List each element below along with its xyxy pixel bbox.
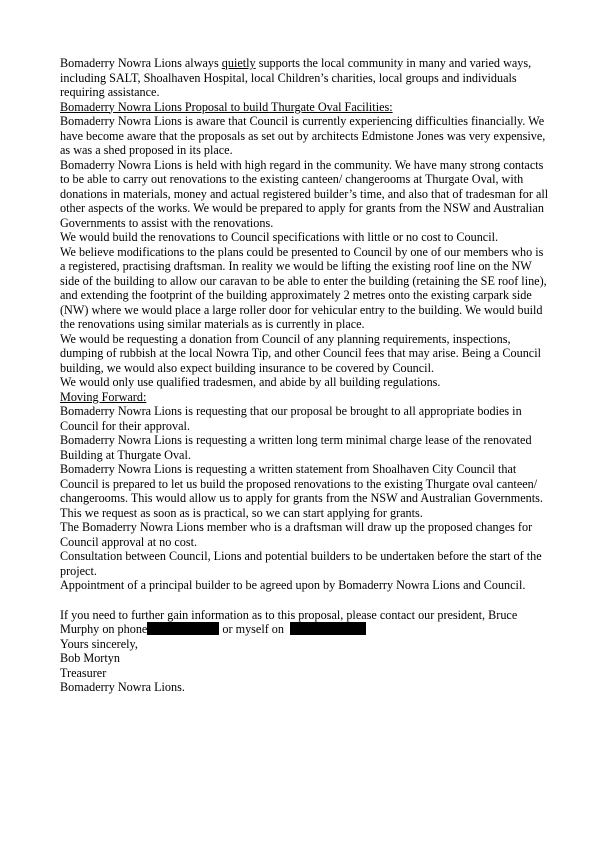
closing: Yours sincerely,	[60, 636, 138, 651]
redaction-block	[290, 622, 366, 635]
signer-organisation: Bomaderry Nowra Lions.	[60, 680, 185, 694]
proposal-paragraph: Bomaderry Nowra Lions is aware that Council is currently experiencing difficulties financially. We have become aware that the proposals as set out by architects Edmistone Jones was very expensive, as was a shed proposed in its place.	[60, 114, 546, 157]
moving-forward-heading: Moving Forward:	[60, 389, 147, 404]
signer-title: Treasurer	[60, 665, 107, 680]
proposal-paragraph: We believe modifications to the plans could be presented to Council by one of our members who is a registered, practising draftsman. In reality we would be lifting the existing roof line on the NW side of the building to allow our caravan to be able to enter the building (retaining the SE roof line), and extending the footprint of the building approximately 2 metres onto the existing carpark side (NW) where we would place a large roller door for vehicular entry to the building. We would build the renovations using similar materials as is currently in place.	[60, 244, 547, 331]
contact-text-before: If you need to further gain information as to this proposal, please contact our president, Bruce Murphy on phone	[60, 607, 518, 636]
proposal-paragraph: We would only use qualified tradesmen, and abide by all building regulations.	[60, 375, 441, 389]
intro-emphasis: quietly	[221, 56, 256, 70]
proposal-paragraph: Bomaderry Nowra Lions is held with high regard in the community. We have many strong contacts to be able to carry out renovations to the existing canteen/ changerooms at Thurgate Oval, with donations in materials, money and actual registered builder’s time, and also that of tradesman for all other aspects of the works. We would be prepared to apply for grants from the NSW and Australian Governments to assist with the renovations.	[60, 157, 549, 230]
intro-after: supports the local community in many and varied ways, including SALT, Shoalhaven Hospital, local Children’s charities, local groups and individuals requiring assistance.	[60, 56, 532, 99]
moving-forward-paragraph: Consultation between Council, Lions and potential builders to be undertaken before the start of the project.	[60, 549, 542, 578]
proposal-paragraph: We would be requesting a donation from Council of any planning requirements, inspections, dumping of rubbish at the local Nowra Tip, and other Council fees that may arise. Being a Council building, we would also expect building insurance to be covered by Council.	[60, 331, 541, 375]
proposal-paragraph: We would build the renovations to Council specifications with little or no cost to Council.	[60, 230, 499, 244]
intro-paragraph	[60, 56, 550, 100]
moving-forward-paragraph: Appointment of a principal builder to be agreed upon by Bomaderry Nowra Lions and Council.	[60, 578, 526, 592]
signer-name: Bob Mortyn	[60, 651, 120, 665]
letter-body	[60, 56, 550, 695]
contact-paragraph	[60, 608, 550, 637]
moving-forward-paragraph: Bomaderry Nowra Lions is requesting a written statement from Shoalhaven City Council that Council is prepared to let us build the proposed renovations to the existing Thurgate oval canteen/ changerooms. This would allow us to apply for grants from the NSW and Australian Governments. This we request as soon as is practical, so we can start applying for grants.	[60, 462, 543, 520]
redaction-block	[147, 622, 219, 635]
moving-forward-paragraph: Bomaderry Nowra Lions is requesting that our proposal be brought to all appropriate bodies in Council for their approval.	[60, 404, 522, 433]
proposal-heading: Bomaderry Nowra Lions Proposal to build Thurgate Oval Facilities:	[60, 99, 393, 114]
moving-forward-paragraph: The Bomaderry Nowra Lions member who is a draftsman will draw up the proposed changes for Council approval at no cost.	[60, 520, 533, 549]
contact-text-middle: or myself on	[219, 622, 288, 636]
moving-forward-paragraph: Bomaderry Nowra Lions is requesting a written long term minimal charge lease of the renovated Building at Thurgate Oval.	[60, 433, 532, 462]
intro-before: Bomaderry Nowra Lions always	[60, 56, 222, 70]
paragraph-gap	[60, 593, 550, 608]
